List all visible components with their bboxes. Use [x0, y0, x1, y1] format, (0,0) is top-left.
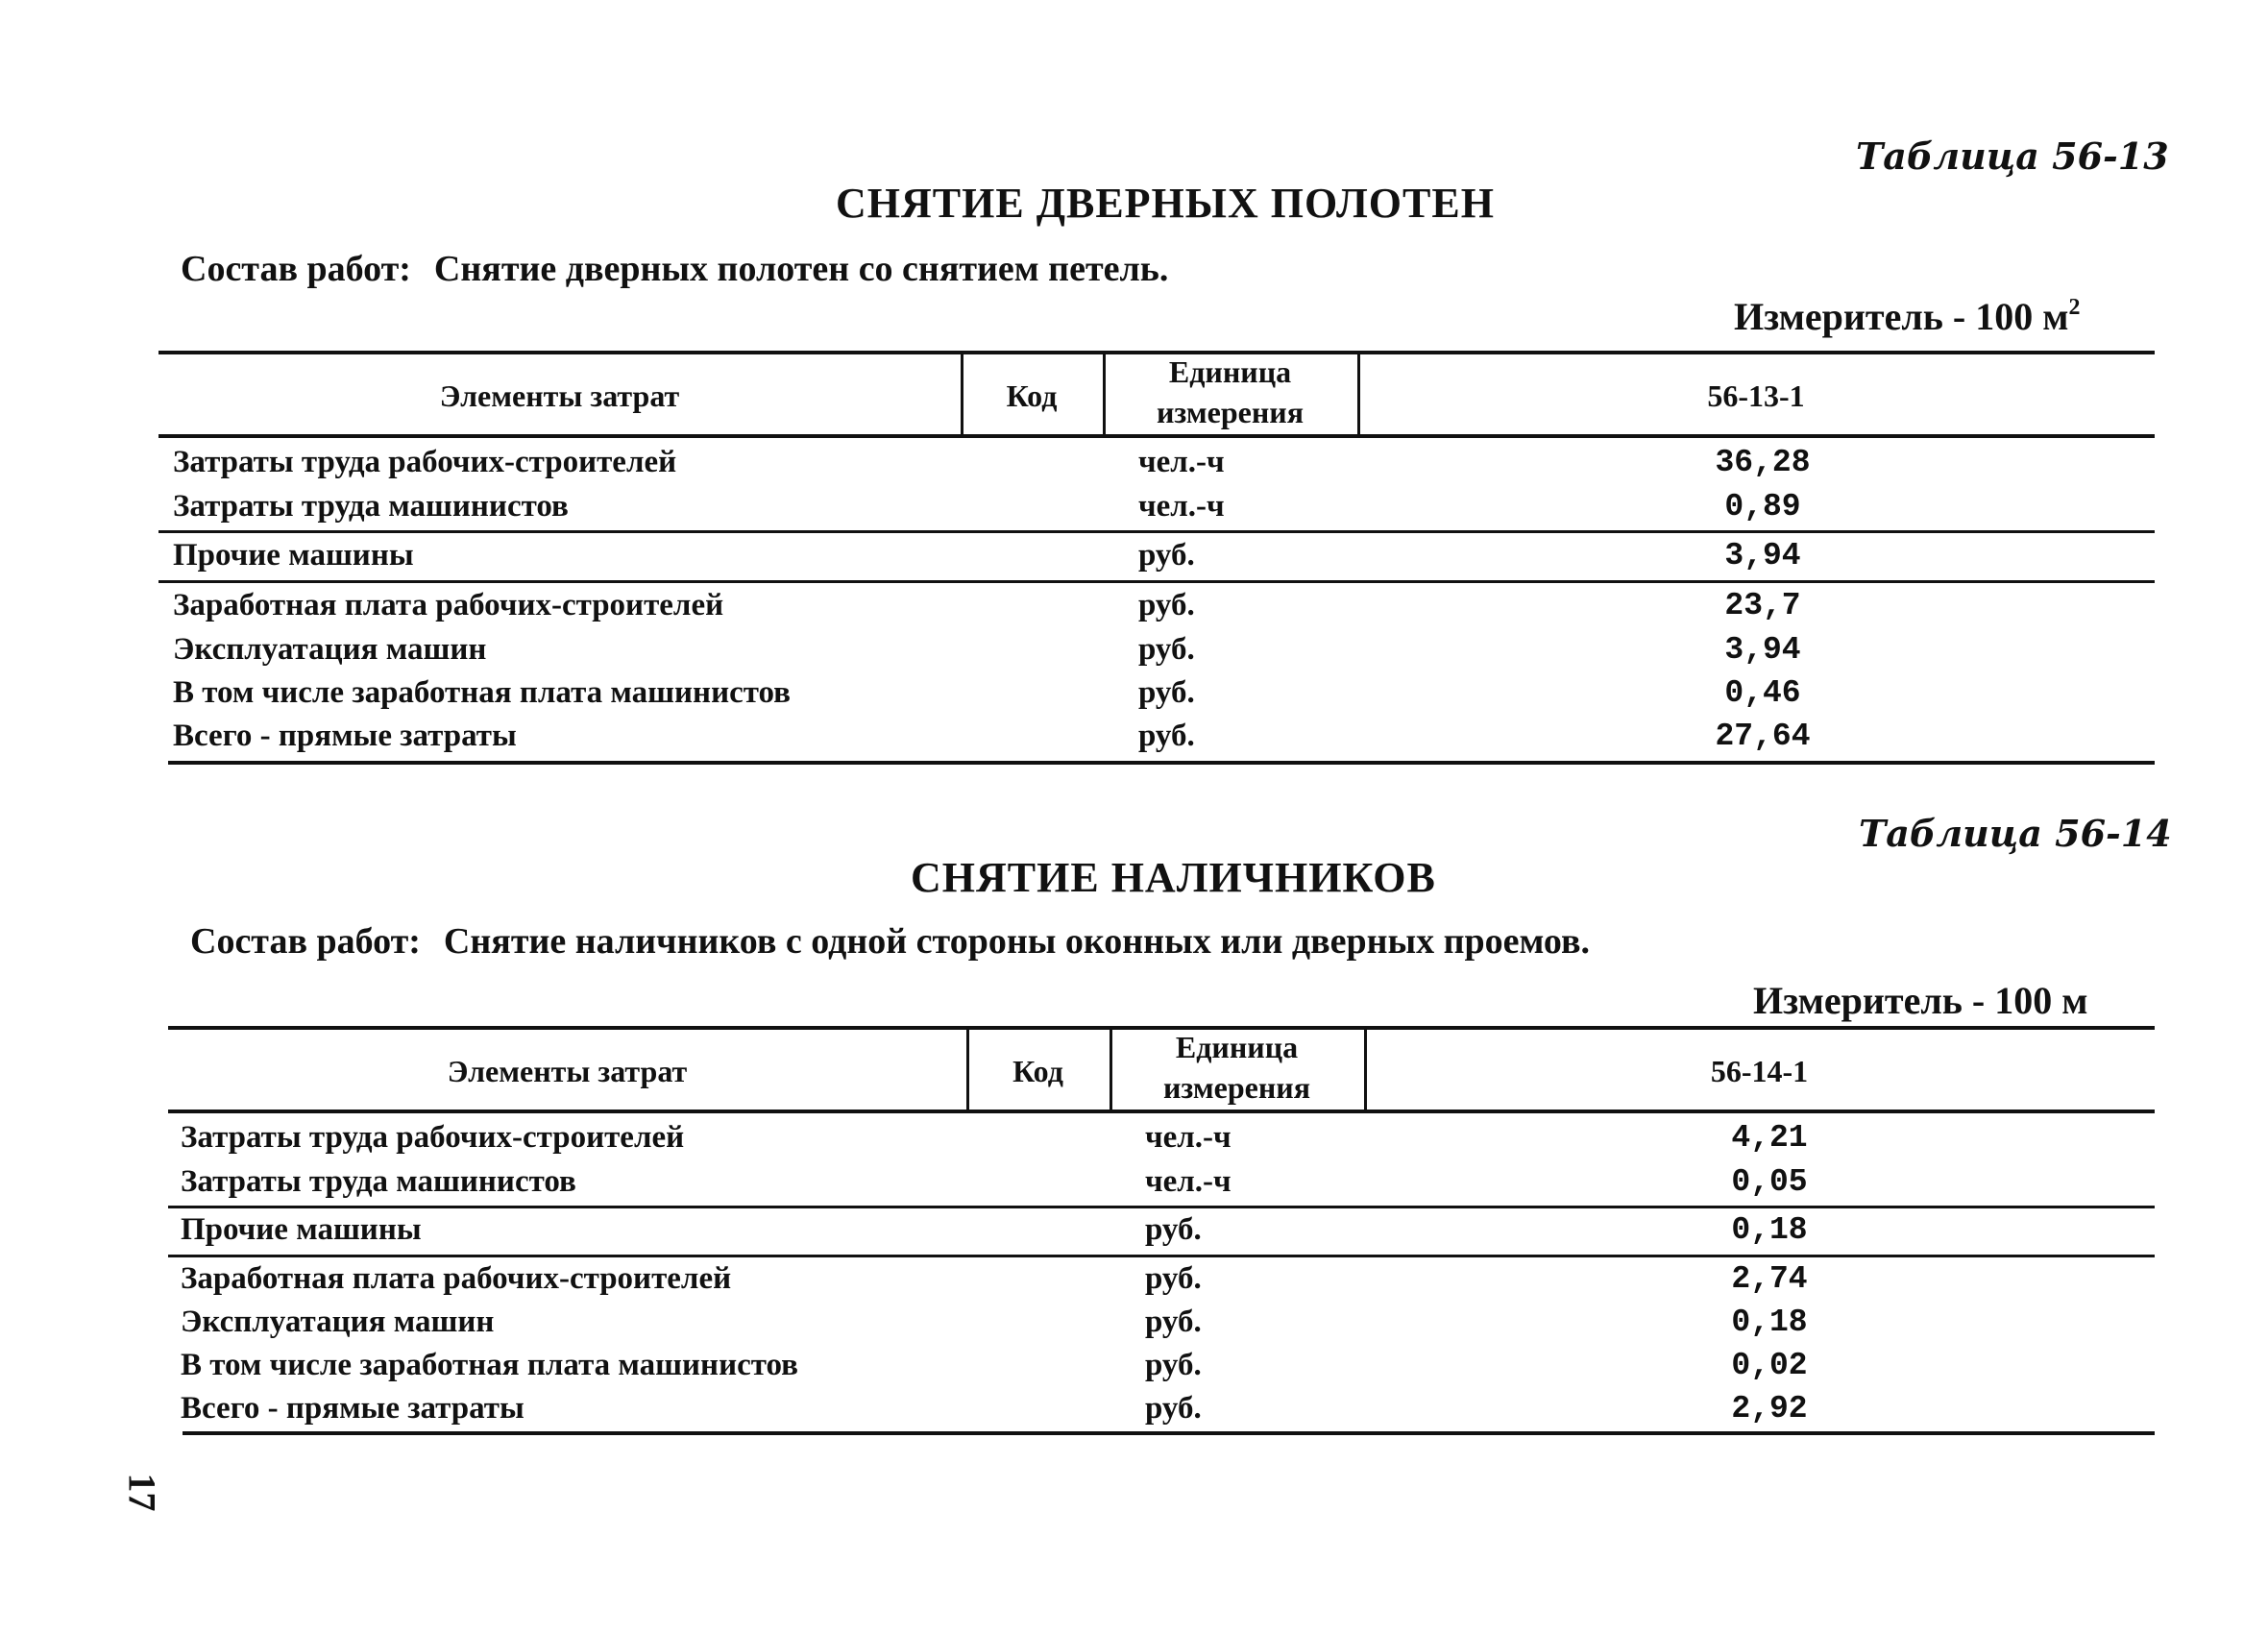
row-value: 0,18	[1731, 1305, 1808, 1340]
header-column: 56-14-1	[1710, 1054, 1809, 1088]
section-title: СНЯТИЕ ДВЕРНЫХ ПОЛОТЕН	[836, 180, 1495, 227]
composition-label: Состав работ:	[181, 249, 411, 289]
header-elements: Элементы затрат	[447, 1054, 688, 1088]
row-unit: руб.	[1138, 588, 1195, 622]
row-name: Затраты труда рабочих-строителей	[173, 445, 677, 479]
row-value: 3,94	[1724, 632, 1801, 668]
row-rule	[168, 1206, 2155, 1208]
row-unit: чел.-ч	[1138, 489, 1225, 524]
measure-text: Измеритель - 100 м	[1734, 295, 2069, 338]
row-value: 2,92	[1731, 1391, 1808, 1427]
row-value: 4,21	[1731, 1120, 1808, 1156]
row-value: 27,64	[1715, 719, 1811, 754]
table-label: Таблица 56-13	[1856, 134, 2169, 178]
row-name: Всего - прямые затраты	[181, 1391, 524, 1426]
row-name: Затраты труда машинистов	[181, 1164, 576, 1199]
row-unit: руб.	[1138, 719, 1195, 753]
header-elements: Элементы затрат	[439, 378, 680, 413]
row-unit: руб.	[1138, 632, 1195, 667]
measure-text: Измеритель - 100 м	[1753, 979, 2088, 1022]
row-name: В том числе заработная плата машинистов	[173, 675, 792, 710]
row-value: 0,89	[1724, 489, 1801, 524]
section-title: СНЯТИЕ НАЛИЧНИКОВ	[911, 854, 1436, 901]
row-unit: чел.-ч	[1145, 1164, 1232, 1199]
table-label: Таблица 56-14	[1859, 812, 2172, 855]
header-bottom-rule	[168, 1110, 2155, 1113]
table-bottom-rule	[183, 1431, 2155, 1435]
header-column: 56-13-1	[1707, 378, 1805, 413]
row-name: Прочие машины	[181, 1212, 422, 1247]
composition-label: Состав работ:	[190, 921, 421, 962]
row-name: Затраты труда рабочих-строителей	[181, 1120, 685, 1155]
row-rule	[168, 1255, 2155, 1257]
measure-unit	[1753, 978, 2087, 1023]
row-value: 3,94	[1724, 538, 1801, 573]
row-value: 0,02	[1731, 1348, 1808, 1383]
row-name: Заработная плата рабочих-строителей	[173, 588, 724, 622]
header-unit-line1: Единица	[1168, 354, 1292, 389]
row-value: 0,46	[1724, 675, 1801, 711]
header-unit-line2: измерения	[1162, 1070, 1311, 1105]
composition-text: Снятие дверных полотен со снятием петель.	[433, 249, 1169, 289]
page-number: 17	[120, 1473, 164, 1512]
work-composition	[190, 920, 1590, 963]
row-name: Затраты труда машинистов	[173, 489, 569, 524]
row-unit: чел.-ч	[1145, 1120, 1232, 1155]
row-unit: руб.	[1145, 1212, 1202, 1247]
row-name: В том числе заработная плата машинистов	[181, 1348, 799, 1382]
row-unit: чел.-ч	[1138, 445, 1225, 479]
row-unit: руб.	[1145, 1261, 1202, 1296]
header-code: Код	[1012, 1054, 1063, 1088]
header-unit	[1110, 1027, 1364, 1108]
row-unit: руб.	[1145, 1391, 1202, 1426]
row-unit: руб.	[1145, 1348, 1202, 1382]
row-value: 23,7	[1724, 588, 1801, 623]
header-unit-line1: Единица	[1175, 1030, 1299, 1064]
composition-text: Снятие наличников с одной стороны оконных или дверных проемов.	[443, 921, 1591, 962]
row-unit: руб.	[1138, 675, 1195, 710]
row-name: Заработная плата рабочих-строителей	[181, 1261, 732, 1296]
row-unit: руб.	[1138, 538, 1195, 573]
row-value: 2,74	[1731, 1261, 1808, 1297]
row-value: 0,05	[1731, 1164, 1808, 1200]
header-unit-line2: измерения	[1156, 395, 1305, 429]
row-name: Всего - прямые затраты	[173, 719, 517, 753]
row-name: Эксплуатация машин	[181, 1305, 495, 1339]
row-unit: руб.	[1145, 1305, 1202, 1339]
row-value: 0,18	[1731, 1212, 1808, 1248]
measure-sup: 2	[2068, 295, 2081, 320]
row-value: 36,28	[1715, 445, 1811, 480]
row-name: Эксплуатация машин	[173, 632, 487, 667]
header-code: Код	[1006, 378, 1058, 413]
row-name: Прочие машины	[173, 538, 414, 573]
